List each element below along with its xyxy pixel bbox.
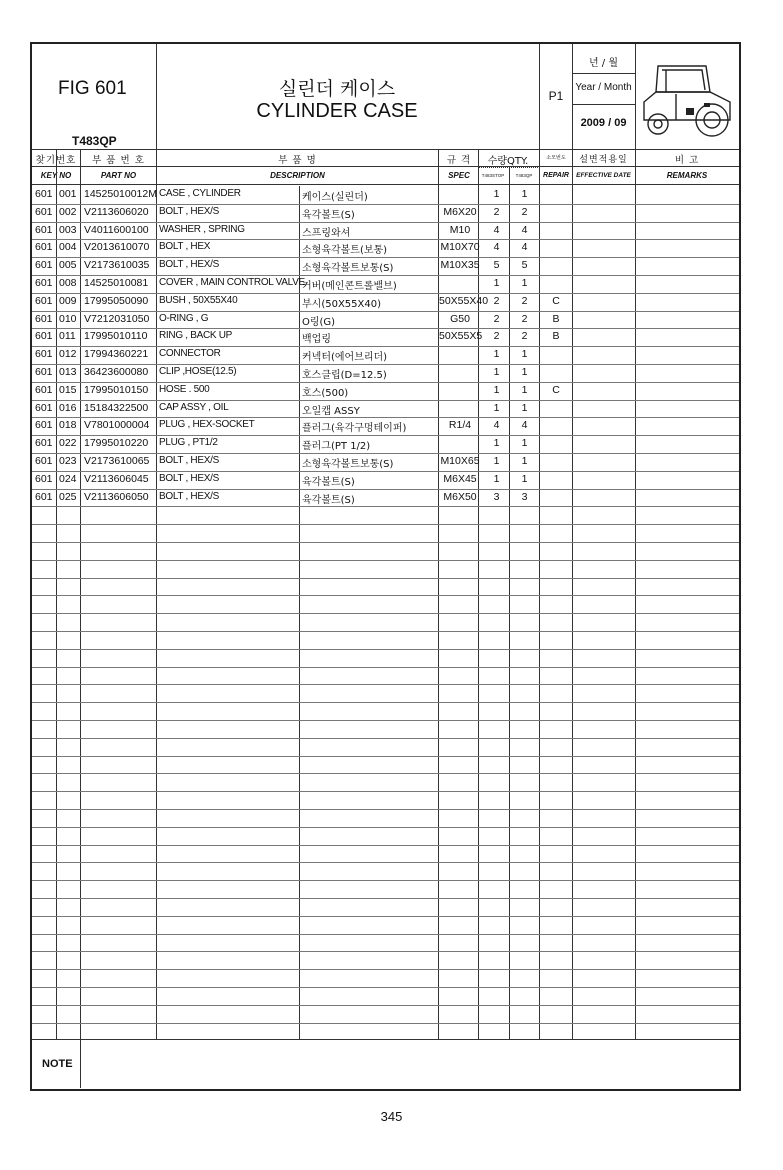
- grid-line: [32, 595, 739, 596]
- qty-t483stop: 4: [493, 223, 500, 236]
- page-number: 345: [380, 1109, 403, 1124]
- tractor-icon: [636, 58, 736, 142]
- description-korean: 커넥터(에어브리더): [302, 352, 388, 364]
- description-korean: 백업링: [302, 334, 331, 346]
- key-number: 009: [59, 294, 77, 307]
- qty-t483qp: 1: [521, 348, 528, 361]
- key-number: 004: [59, 241, 77, 254]
- table-row: [32, 435, 739, 453]
- description-korean: 플러그(PT 1/2): [302, 441, 371, 453]
- part-number: 17995050090: [84, 294, 149, 307]
- col-remarks: REMARKS: [666, 171, 708, 180]
- table-row: [32, 453, 739, 471]
- qty-t483qp: 1: [521, 472, 528, 485]
- key-number-prefix: 601: [35, 366, 53, 378]
- grid-line: [32, 934, 739, 935]
- grid-line: [32, 791, 739, 792]
- figure-number: FIG 601: [58, 78, 127, 99]
- qty-t483qp: 1: [521, 437, 528, 450]
- col-part-kr: 부 품 번 호: [92, 155, 145, 166]
- qty-t483qp: 5: [521, 259, 528, 272]
- repair-code: C: [552, 294, 560, 307]
- key-number: 002: [59, 205, 77, 218]
- table-row: [32, 257, 739, 275]
- description-korean: 소형육각볼트보통(S): [302, 263, 394, 275]
- part-number: 15184322500: [84, 401, 149, 414]
- key-number: 015: [59, 383, 77, 396]
- spec: M10X70: [440, 241, 480, 254]
- description: BOLT , HEX/S: [159, 205, 219, 217]
- part-number: 17995010110: [84, 330, 148, 343]
- grid-line: [32, 631, 739, 632]
- parts-sheet: [30, 42, 741, 1091]
- description-korean: 오일캡 ASSY: [302, 405, 360, 417]
- grid-line: [32, 898, 739, 899]
- qty-t483qp: 2: [521, 330, 528, 343]
- grid-line: [32, 613, 739, 614]
- spec: M6X20: [443, 205, 477, 218]
- col-qty: 수량QTY.: [487, 156, 529, 167]
- repair-code: B: [552, 312, 560, 325]
- col-key-kr: 찾기번호: [35, 155, 77, 166]
- table-row: [32, 293, 739, 311]
- key-number: 005: [59, 259, 77, 272]
- spec: M10X65: [440, 455, 480, 467]
- description: O-RING , G: [159, 312, 209, 324]
- repair-code: B: [552, 330, 560, 343]
- qty-t483stop: 1: [493, 455, 500, 467]
- qty-t483qp: 1: [521, 455, 528, 467]
- qty-t483stop: 1: [493, 437, 500, 450]
- table-row: [32, 417, 739, 435]
- qty-t483stop: 1: [493, 188, 500, 200]
- table-row: [32, 186, 739, 204]
- key-number-prefix: 601: [35, 277, 53, 289]
- grid-line: [32, 862, 739, 863]
- key-number-prefix: 601: [35, 241, 53, 254]
- key-number: 025: [59, 490, 77, 503]
- table-row: [32, 382, 739, 400]
- grid-line: [32, 649, 739, 650]
- qty-t483qp: 2: [521, 205, 528, 218]
- col-desc: DESCRIPTION: [270, 171, 325, 180]
- col-key: KEY NO: [40, 171, 72, 180]
- qty-t483stop: 2: [493, 294, 500, 307]
- description-korean: O링(G): [302, 316, 336, 328]
- table-row: [32, 239, 739, 257]
- table-row: [32, 204, 739, 222]
- grid-line: [32, 756, 739, 757]
- grid-line: [32, 951, 739, 952]
- qty-t483stop: 1: [493, 472, 500, 485]
- description-korean: 소형육각볼트보통(S): [302, 459, 394, 470]
- description-korean: 부시(50X55X40): [302, 298, 381, 310]
- qty-t483qp: 1: [521, 383, 528, 396]
- key-number-prefix: 601: [35, 205, 53, 218]
- key-number: 024: [59, 472, 77, 485]
- description: PLUG , PT1/2: [159, 437, 218, 449]
- description: BOLT , HEX: [159, 241, 211, 253]
- grid-line: [32, 667, 739, 668]
- repair-code: C: [552, 383, 560, 396]
- col-effective: EFFECTIVE DATE: [576, 172, 631, 179]
- grid-line: [32, 880, 739, 881]
- grid-line: [32, 560, 739, 561]
- table-row: [32, 400, 739, 418]
- description: CLIP ,HOSE(12.5): [159, 366, 237, 377]
- grid-line: [32, 524, 739, 525]
- col-remarks-kr: 비 고: [674, 155, 700, 166]
- qty-t483qp: 1: [521, 366, 528, 378]
- col-part: PART NO: [100, 171, 137, 180]
- description: CONNECTOR: [159, 348, 221, 360]
- key-number-prefix: 601: [35, 490, 53, 503]
- qty-t483stop: 1: [493, 383, 500, 396]
- key-number: 012: [59, 348, 77, 361]
- grid-line: [32, 738, 739, 739]
- key-number-prefix: 601: [35, 330, 53, 343]
- grid-line: [32, 987, 739, 988]
- qty-t483stop: 3: [493, 490, 500, 503]
- qty-t483qp: 3: [521, 490, 528, 503]
- key-number: 018: [59, 419, 77, 432]
- col-qty-sub2: T483QP: [515, 173, 533, 178]
- key-number: 010: [59, 312, 77, 325]
- col-effective-kr: 설변적용일: [579, 155, 628, 165]
- year-month-value: 2009 / 09: [580, 117, 627, 129]
- description-korean: 커버(메인콘트롤밸브): [302, 281, 397, 292]
- qty-t483stop: 2: [493, 205, 500, 218]
- note-label: NOTE: [42, 1058, 73, 1070]
- table-row: [32, 222, 739, 240]
- key-number: 022: [59, 437, 77, 450]
- part-number: V7212031050: [84, 312, 150, 325]
- col-spec: SPEC: [448, 171, 470, 180]
- key-number: 001: [59, 188, 77, 200]
- page-title: CYLINDER CASE: [256, 100, 418, 122]
- spec: M6X50: [443, 490, 477, 503]
- description-korean: 호스클립(D=12.5): [302, 370, 387, 381]
- key-number-prefix: 601: [35, 259, 53, 272]
- spec: M10: [449, 223, 471, 236]
- description-korean: 플러그(육각구멍테이퍼): [302, 423, 407, 435]
- grid-line: [32, 809, 739, 810]
- part-number: V2173610035: [84, 259, 150, 272]
- qty-t483qp: 2: [521, 312, 528, 325]
- description-korean: 호스(500): [302, 387, 349, 399]
- spec: R1/4: [448, 419, 472, 432]
- description: COVER , MAIN CONTROL VALVE: [159, 277, 305, 288]
- description: CASE , CYLINDER: [159, 188, 241, 199]
- spec: M10X35: [440, 259, 480, 272]
- table-row: [32, 311, 739, 329]
- key-number-prefix: 601: [35, 401, 53, 414]
- grid-line: [32, 845, 739, 846]
- table-row: [32, 471, 739, 489]
- key-number-prefix: 601: [35, 455, 53, 467]
- grid-line: [32, 578, 739, 579]
- qty-t483qp: 1: [521, 277, 528, 289]
- col-desc-kr: 부 품 명: [278, 155, 317, 166]
- key-number-prefix: 601: [35, 383, 53, 396]
- part-number: 17995010150: [84, 383, 149, 396]
- col-qty-sub1: T483STOP: [481, 173, 505, 178]
- key-number: 016: [59, 401, 77, 414]
- description: RING , BACK UP: [159, 330, 233, 342]
- part-number: 17994360221: [84, 348, 149, 361]
- description-korean: 케이스(실린더): [302, 192, 368, 203]
- part-number: V2013610070: [84, 241, 150, 254]
- description: BOLT , HEX/S: [159, 259, 219, 271]
- key-number-prefix: 601: [35, 472, 53, 485]
- grid-line: [32, 916, 739, 917]
- col-repair-kr: 소모번도: [546, 155, 566, 161]
- description: BUSH , 50X55X40: [159, 294, 238, 306]
- description: WASHER , SPRING: [159, 223, 245, 235]
- grid-line: [32, 684, 739, 685]
- part-number: 14525010012M: [84, 188, 157, 200]
- year-month-label: Year / Month: [575, 82, 632, 93]
- grid-line: [32, 827, 739, 828]
- description: HOSE . 500: [159, 383, 210, 395]
- description: BOLT , HEX/S: [159, 472, 219, 484]
- key-number-prefix: 601: [35, 312, 53, 325]
- key-number: 008: [59, 277, 77, 289]
- key-number-prefix: 601: [35, 188, 53, 200]
- spec: 50X55X40: [439, 294, 489, 307]
- key-number: 003: [59, 223, 77, 236]
- col-repair: REPAIR: [543, 172, 569, 179]
- part-number: V2113606020: [84, 205, 149, 218]
- qty-t483stop: 1: [493, 401, 500, 414]
- description-korean: 육각볼트(S): [302, 209, 355, 221]
- grid-line: [32, 506, 739, 507]
- description: PLUG , HEX-SOCKET: [159, 419, 255, 431]
- page-code: P1: [548, 89, 564, 103]
- qty-t483qp: 2: [521, 294, 528, 307]
- qty-t483qp: 4: [521, 223, 528, 236]
- part-number: V4011600100: [84, 223, 149, 236]
- table-row: [32, 346, 739, 364]
- spec: G50: [450, 312, 470, 325]
- description-korean: 육각볼트(S): [302, 494, 355, 506]
- description-korean: 육각볼트(S): [302, 476, 355, 488]
- qty-t483stop: 5: [493, 259, 500, 272]
- description-korean: 스프링와셔: [302, 227, 351, 239]
- key-number-prefix: 601: [35, 419, 53, 432]
- grid-line: [32, 1005, 739, 1006]
- grid-line: [32, 702, 739, 703]
- qty-t483stop: 4: [493, 241, 500, 254]
- grid-line: [32, 773, 739, 774]
- qty-t483qp: 4: [521, 241, 528, 254]
- key-number: 011: [59, 330, 76, 343]
- qty-t483qp: 1: [521, 401, 528, 414]
- description: BOLT , HEX/S: [159, 455, 219, 466]
- part-number: V7801000004: [84, 419, 150, 432]
- part-number: V2173610065: [84, 455, 150, 467]
- grid-line: [32, 969, 739, 970]
- qty-t483qp: 4: [521, 419, 528, 432]
- spec: 50X55X5: [439, 330, 483, 343]
- description: CAP ASSY , OIL: [159, 401, 229, 413]
- key-number: 023: [59, 455, 77, 467]
- table-row: [32, 364, 739, 382]
- description: BOLT , HEX/S: [159, 490, 219, 502]
- key-number-prefix: 601: [35, 294, 53, 307]
- table-row: [32, 275, 739, 293]
- qty-t483stop: 2: [493, 312, 500, 325]
- table-row: [32, 328, 739, 346]
- qty-t483qp: 1: [521, 188, 528, 200]
- year-month-label-kr: 년 / 월: [588, 58, 619, 69]
- part-number: V2113606050: [84, 490, 149, 503]
- title-korean: 실린더 케이스: [278, 78, 396, 100]
- table-row: [32, 489, 739, 507]
- col-spec-kr: 규 격: [446, 155, 472, 166]
- part-number: 14525010081: [84, 277, 149, 289]
- key-number-prefix: 601: [35, 348, 53, 361]
- model-code: T483QP: [72, 134, 117, 148]
- key-number: 013: [59, 366, 77, 378]
- part-number: 36423600080: [84, 366, 149, 378]
- description-korean: 소형육각볼트(보통): [302, 245, 388, 257]
- qty-t483stop: 1: [493, 348, 500, 361]
- spec: M6X45: [443, 472, 477, 485]
- grid-line: [32, 1023, 739, 1024]
- part-number: V2113606045: [84, 472, 149, 485]
- grid-line: [32, 720, 739, 721]
- key-number-prefix: 601: [35, 223, 53, 236]
- key-number-prefix: 601: [35, 437, 53, 450]
- grid-line: [32, 542, 739, 543]
- qty-t483stop: 1: [493, 277, 500, 289]
- part-number: 17995010220: [84, 437, 149, 450]
- qty-t483stop: 2: [493, 330, 500, 343]
- qty-t483stop: 1: [493, 366, 500, 378]
- qty-t483stop: 4: [493, 419, 500, 432]
